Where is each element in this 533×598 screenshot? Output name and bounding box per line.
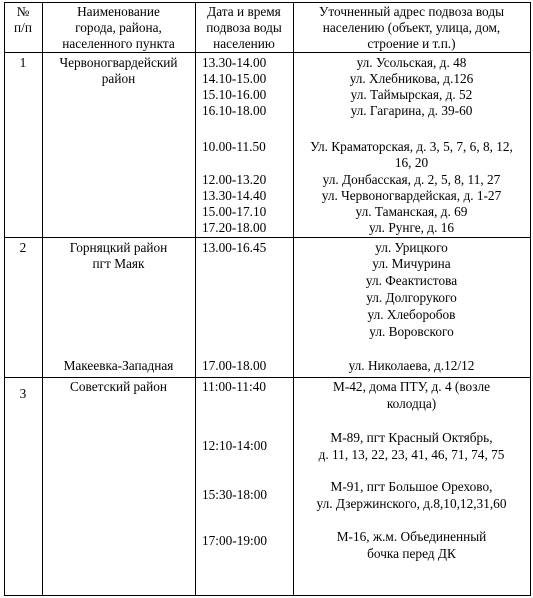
row-3-addr-3: М-89, пгт Красный Октябрь, — [330, 430, 493, 445]
row-1-time-5: 10.00-11.50 — [202, 139, 266, 154]
row-3-time-3: 15:30-18:00 — [202, 487, 268, 502]
row-2-addr-5: ул. Хлеборобов — [367, 307, 456, 322]
header-num-line-1: № — [16, 4, 30, 19]
header-addr-line-2: населению (объект, улица, дом, — [322, 20, 501, 35]
row-3-addr-7: М-16, ж.м. Объединенный — [336, 529, 487, 544]
row-2-addr-1: ул. Урицкого — [375, 240, 448, 255]
row-2-addr-2: ул. Мичурина — [372, 256, 451, 271]
header-addr-line-3: строение и т.п.) — [367, 36, 456, 51]
row-1-addr-6: 16, 20 — [394, 155, 429, 170]
header-time-line-2: подвоза воды — [206, 20, 282, 35]
table-border-bottom — [4, 595, 531, 596]
row-2-addr-6: ул. Воровского — [369, 324, 454, 339]
row-1-name-line-2: район — [101, 71, 136, 86]
col-divider-1 — [42, 2, 43, 595]
row-1-addr-2: ул. Хлебникова, д.126 — [349, 71, 474, 86]
row-3-name-line-1: Советский район — [70, 379, 167, 394]
row-1-addr-7: ул. Донбасская, д. 2, 5, 8, 11, 27 — [322, 172, 501, 187]
row-3-addr-6: ул. Дзержинского, д.8,10,12,31,60 — [316, 496, 507, 511]
row-1-addr-4: ул. Гагарина, д. 39-60 — [350, 103, 473, 118]
header-name-line-3: населенного пункта — [62, 36, 175, 51]
row-divider-1 — [4, 237, 531, 238]
row-1-num: 1 — [19, 55, 27, 70]
row-3-time-1: 11:00-11:40 — [202, 379, 267, 394]
row-1-addr-5: Ул. Краматорская, д. 3, 5, 7, 6, 8, 12, — [310, 139, 513, 154]
row-1-time-8: 15.00-17.10 — [202, 204, 267, 219]
row-1-time-1: 13.30-14.00 — [202, 55, 267, 70]
row-1-addr-1: ул. Усольская, д. 48 — [356, 55, 467, 70]
header-time-line-1: Дата и время — [207, 4, 281, 19]
row-3-time-4: 17:00-19:00 — [202, 533, 268, 548]
header-divider — [4, 52, 531, 53]
row-3-addr-2: колодца) — [386, 396, 437, 411]
row-2-addr-7: ул. Николаева, д.12/12 — [348, 358, 475, 373]
row-1-time-7: 13.30-14.40 — [202, 188, 267, 203]
row-2-time-1: 13.00-16.45 — [202, 240, 267, 255]
row-2-name-line-3: Макеевка-Западная — [63, 358, 174, 373]
table-border-right — [530, 2, 531, 595]
row-3-addr-1: М-42, дома ПТУ, д. 4 (возле — [333, 379, 490, 394]
row-3-addr-4: д. 11, 13, 22, 23, 41, 46, 71, 74, 75 — [318, 447, 505, 462]
row-1-addr-9: ул. Таманская, д. 69 — [355, 204, 468, 219]
row-2-name-line-2: пгт Маяк — [92, 256, 145, 271]
row-3-time-2: 12:10-14:00 — [202, 438, 268, 453]
row-1-time-2: 14.10-15.00 — [202, 71, 267, 86]
table-border-left — [4, 2, 5, 595]
row-3-addr-5: М-91, пгт Большое Орехово, — [330, 479, 493, 494]
header-num-line-2: п/п — [14, 20, 32, 35]
header-name-line-1: Наименование — [77, 4, 160, 19]
row-1-time-6: 12.00-13.20 — [202, 172, 267, 187]
header-addr-line-1: Уточненный адрес подвоза воды — [318, 4, 505, 19]
col-divider-2 — [195, 2, 196, 595]
row-3-num: 3 — [19, 386, 27, 401]
header-name-line-2: города, района, — [75, 20, 162, 35]
row-2-name-line-1: Горняцкий район — [69, 240, 168, 255]
row-2-addr-3: ул. Феактистова — [365, 273, 458, 288]
row-2-time-2: 17.00-18.00 — [202, 358, 267, 373]
row-2-addr-4: ул. Долгорукого — [366, 290, 457, 305]
row-1-addr-3: ул. Таймырская, д. 52 — [350, 87, 473, 102]
row-2-num: 2 — [19, 240, 27, 255]
row-1-addr-10: ул. Рунге, д. 16 — [368, 220, 455, 235]
row-1-time-4: 16.10-18.00 — [202, 103, 267, 118]
header-time-line-3: населению — [213, 36, 275, 51]
row-3-addr-8: бочка перед ДК — [367, 546, 456, 561]
row-1-time-3: 15.10-16.00 — [202, 87, 267, 102]
row-1-name-line-1: Червоногвардейский — [59, 55, 178, 70]
row-1-time-9: 17.20-18.00 — [202, 220, 267, 235]
row-1-addr-8: ул. Червоногвардейская, д. 1-27 — [321, 188, 502, 203]
